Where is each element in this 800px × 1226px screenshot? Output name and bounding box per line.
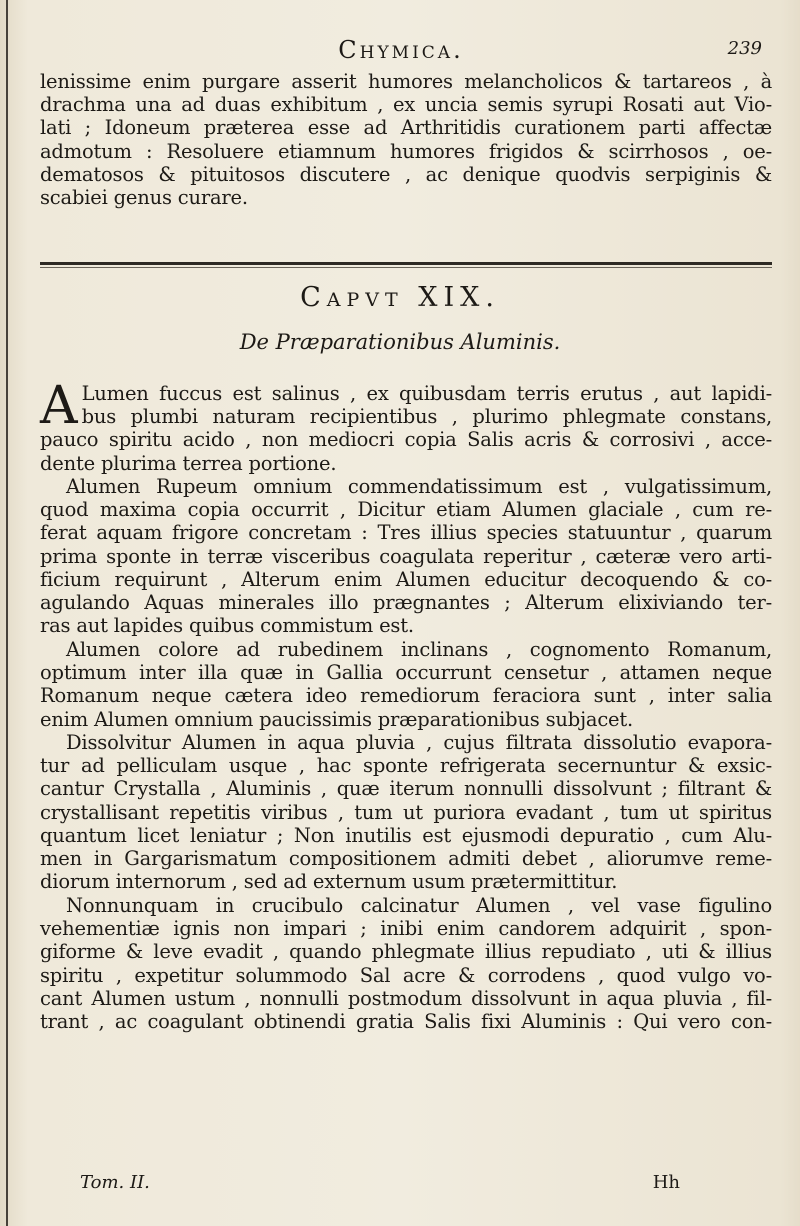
paragraph-1 [40,376,772,475]
text-line: tur ad pelliculam usque , hac sponte refrigerata secernuntur & exsic- [40,754,772,778]
text-line: lenissime enim purgare asserit humores melancholicos & tartareos , à [40,70,772,93]
text-line: vehementiæ ignis non impari ; inibi enim candorem adquirit , spon- [40,917,772,941]
signature-mark: Tom. II. [80,1172,150,1193]
catchword: Hh [652,1172,680,1193]
text-line: trant , ac coagulant obtinendi gratia Salis fixi Aluminis : Qui vero con- [40,1009,772,1033]
top-paragraph [40,70,772,209]
page-number: 239 [727,38,762,59]
paragraph-5 [40,894,772,1033]
chapter-subtitle: De Præparationibus Aluminis. [239,330,561,354]
running-head [36,36,766,70]
text-line: bus plumbi naturam recipientibus , plurimo phlegmate constans, [81,405,772,429]
text-line: drachma una ad duas exhibitum , ex uncia semis syrupi Rosati aut Vio- [40,93,772,117]
text-line: admotum : Resoluere etiamnum humores frigidos & scirrhosos , oe- [40,139,772,163]
text-line: ficium requirunt , Alterum enim Alumen educitur decoquendo & co- [40,567,772,591]
text-line: spiritu , expetitur solummodo Sal acre & corrodens , quod vulgo vo- [40,963,772,987]
text-line: diorum internorum , sed ad externum usum prætermittitur. [40,870,618,894]
paragraph-3 [40,638,772,731]
text-line: Lumen fuccus est salinus , ex quibusdam terris erutus , aut lapidi- [81,382,772,405]
text-line: dematosos & pituitosos discutere , ac denique quodvis serpiginis & [40,162,772,186]
section-rule-thin [40,267,772,268]
text-line: agulando Aquas minerales illo prægnantes ; Alterum elixiviando ter- [40,590,772,614]
running-title: Chymica. [338,36,464,64]
paragraph-4 [40,731,772,893]
text-line: pauco spiritu acido , non mediocri copia Salis acris & corrosivi , acce- [40,428,772,452]
text-line: crystallisant repetitis viribus , tum ut puriora evadant , tum ut spiritus [40,800,772,824]
text-line: scabiei genus curare. [40,185,248,209]
text-line: giforme & leve evadit , quando phlegmate illius repudiato , uti & illius [40,940,772,964]
drop-initial: A [40,376,78,436]
text-line: Alumen Rupeum omnium commendatissimum est , vulgatissimum, [66,475,772,498]
text-line: ferat aquam frigore concretam : Tres illius species statuuntur , quarum [40,521,772,545]
text-line: lati ; Idoneum præterea esse ad Arthritidis curationem parti affectæ [40,116,772,140]
text-line: cantur Crystalla , Aluminis , quæ iterum nonnulli dissolvunt ; filtrant & [40,777,772,801]
text-line: dente plurima terrea portione. [40,451,337,475]
text-line: quantum licet leniatur ; Non inutilis est ejusmodi depuratio , cum Alu- [40,823,772,847]
binding-edge [6,0,8,1226]
section-rule [40,262,772,265]
text-line: Nonnunquam in crucibulo calcinatur Alumen , vel vase figulino [66,894,772,917]
text-line: prima sponte in terræ visceribus coagulata reperitur , cæteræ vero arti- [40,544,772,568]
text-line: optimum inter illa quæ in Gallia occurrunt censetur , attamen neque [40,661,772,685]
text-line: men in Gargarismatum compositionem admiti debet , aliorumve reme- [40,846,772,870]
paragraph-2 [40,475,772,637]
text-line: quod maxima copia occurrit , Dicitur etiam Alumen glaciale , cum re- [40,498,772,522]
text-line: Alumen colore ad rubedinem inclinans , cognomento Romanum, [66,638,772,661]
text-line: Romanum neque cætera ideo remediorum feraciora sunt , inter salia [40,684,772,708]
text-line: enim Alumen omnium paucissimis præparationibus subjacet. [40,707,634,731]
page-footer [80,1172,680,1196]
text-line: ras aut lapides quibus commistum est. [40,614,414,638]
text-line: Dissolvitur Alumen in aqua pluvia , cujus filtrata dissolutio evapora- [66,731,772,754]
text-line: cant Alumen ustum , nonnulli postmodum dissolvunt in aqua pluvia , fil- [40,986,772,1010]
chapter-title: Capvt XIX. [300,282,500,313]
